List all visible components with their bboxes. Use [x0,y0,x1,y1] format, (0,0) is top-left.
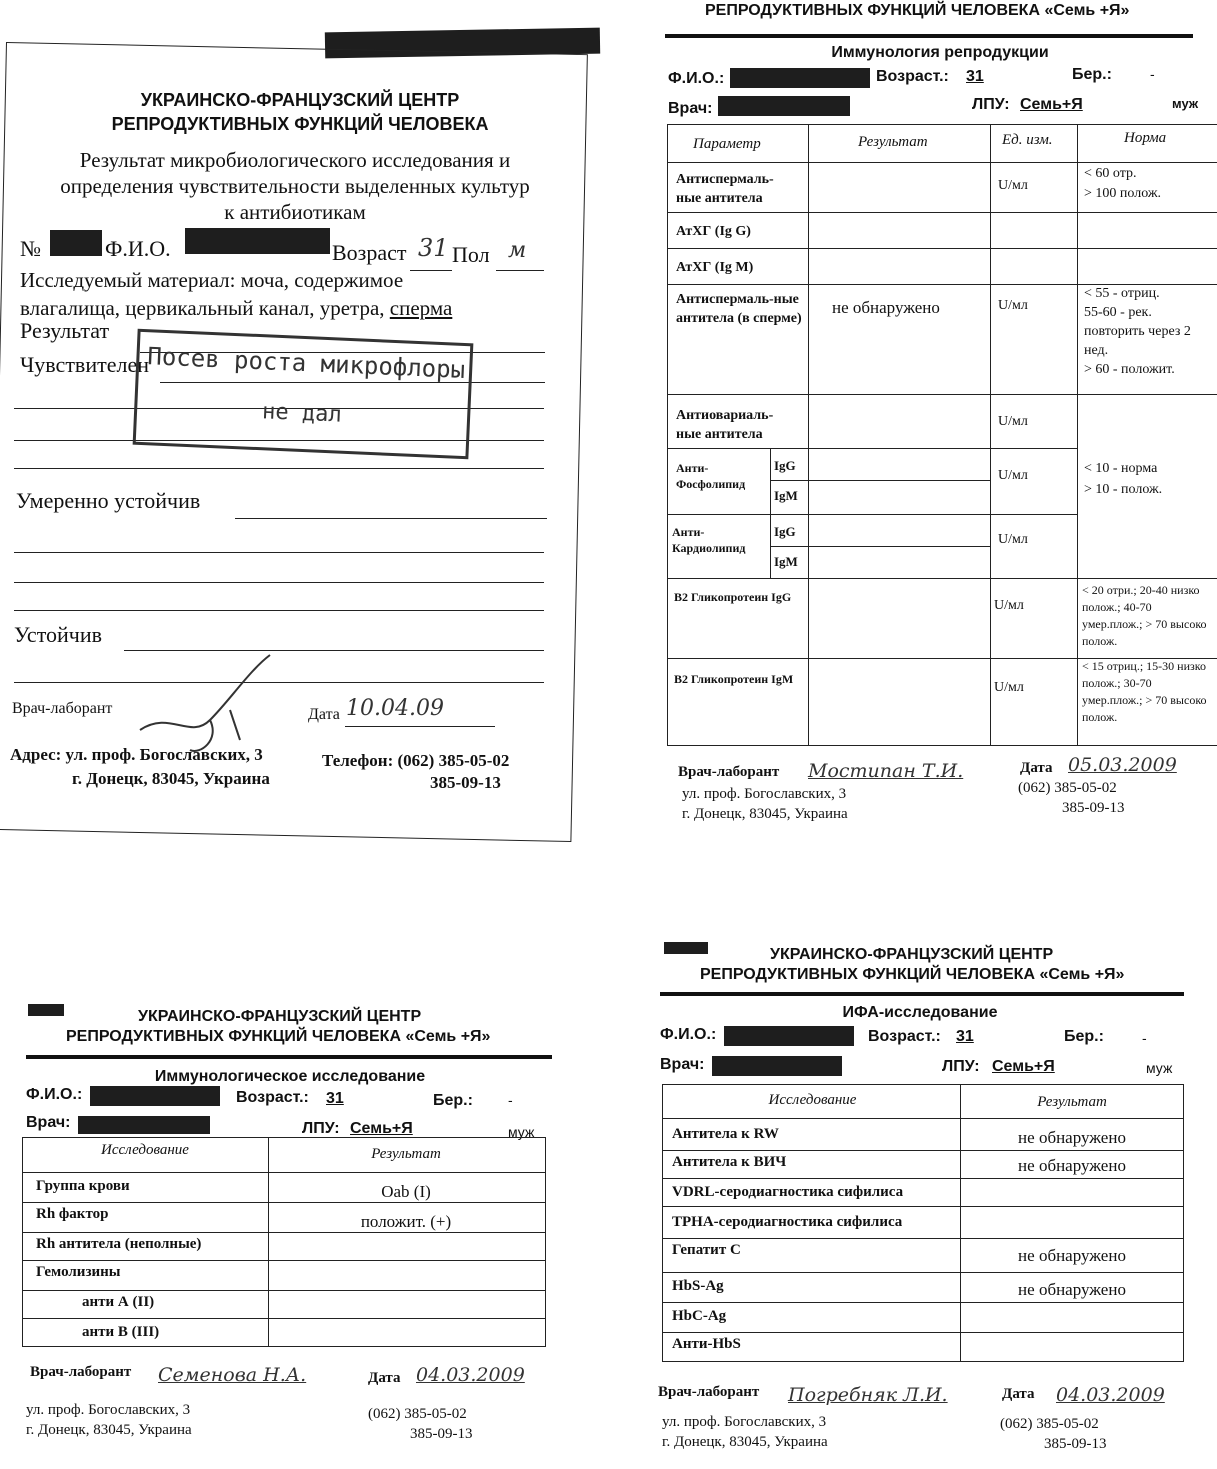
hbs-ag-label: HbS-Ag [672,1278,724,1294]
title: Иммунологическое исследование [154,1068,426,1085]
rw-result: не обнаружено [1018,1128,1126,1147]
redacted-doctor [712,1056,842,1076]
doctor-label: Врач: [660,1056,705,1073]
phone-line1: (062) 385-05-02 [368,1406,467,1422]
title-line2: определения чувствительности выделенных культур [60,174,530,198]
anticardio-igm: IgM [774,554,798,569]
antisperm-unit: U/мл [998,178,1028,193]
doctor-signature [130,650,290,760]
anticardio-label: Анти-Кардиолипид [672,525,746,555]
b2m-unit: U/мл [994,680,1024,695]
sensitive-label: Чувствителен [20,352,149,377]
material-line1: Исследуемый материал: моча, содержимое [20,268,404,292]
sex-value: м [508,238,527,263]
hbs-ag-result: не обнаружено [1018,1280,1126,1299]
redacted-fio [730,68,870,88]
hbc-ag-label: HbC-Ag [672,1308,727,1324]
ifa-row-line-2 [662,1178,1184,1179]
date-value: 10.04.09 [346,696,444,721]
redacted-corner [28,1004,64,1016]
doctor-label: Врач: [26,1114,71,1131]
age-label: Возраст.: [236,1089,309,1106]
b2m-label: В2 Гликопротеин IgM [674,672,794,686]
lpu-label: ЛПУ: [942,1058,980,1075]
result-label: Результат [20,318,110,343]
address-line1: ул. проф. Богославских, 3 [26,1402,191,1418]
address-line2: г. Донецк, 83045, Украина [662,1434,828,1450]
date-line [345,726,495,727]
rw-label: Антитела к RW [672,1126,779,1142]
row-line-0 [667,162,1217,163]
col-header-param: Параметр [693,136,761,152]
age-underline [410,270,452,271]
lpu-label: ЛПУ: [302,1120,340,1137]
doctor-label: Врач: [668,100,713,117]
redacted-number [50,230,102,256]
immuno-col-line [268,1137,269,1347]
title: Иммунология репродукции [831,44,1049,61]
blank-line-5 [14,582,544,583]
ifa-row-line-4 [662,1238,1184,1239]
lab-label: Врач-лаборант [30,1364,132,1380]
immunological-sheet [0,900,600,1469]
sex: муж [508,1124,535,1140]
address-line1: ул. проф. Богославских, 3 [662,1414,827,1430]
antiphospho-igg: IgG [774,458,796,473]
immuno-row-line-0 [22,1172,546,1173]
col-header-result: Результат [1037,1094,1107,1110]
lab-name: Погребняк Л.И. [788,1384,948,1406]
blood-group-result: Oab (I) [381,1182,431,1201]
immuno-row-line-5 [22,1318,546,1319]
col-line-2 [990,124,991,746]
material-line2-text: влагалища, цервикальный канал, уретра, [20,296,385,320]
number-label: № [20,236,41,261]
date-value: 04.03.2009 [416,1364,525,1386]
header-line2: РЕПРОДУКТИВНЫХ ФУНКЦИЙ ЧЕЛОВЕКА «Семь +Я» [700,966,1125,983]
age-label: Возраст.: [876,68,949,85]
preg-value: - [508,1092,513,1108]
address-line1: ул. проф. Богославских, 3 [682,786,847,802]
col-header-norm: Норма [1124,130,1167,146]
header-line2: РЕПРОДУКТИВНЫХ ФУНКЦИЙ ЧЕЛОВЕКА «Семь +Я» [66,1028,491,1045]
age-label: Возраст.: [868,1028,941,1045]
redacted-corner [664,942,708,954]
rh-factor-label: Rh фактор [36,1206,109,1222]
ifa-col-line [960,1084,961,1362]
rh-antibodies-label: Rh антитела (неполные) [36,1236,202,1252]
row-line-1 [667,212,1217,213]
antiovar-unit: U/мл [998,414,1028,429]
center-name-line1: УКРАИНСКО-ФРАНЦУЗСКИЙ ЦЕНТР [140,90,460,110]
sex: муж [1146,1060,1173,1076]
row-line-7 [667,578,1217,579]
hiv-result: не обнаружено [1018,1156,1126,1175]
redacted-fio [724,1026,854,1046]
col-line-1 [808,124,809,746]
lpu-value: Семь+Я [992,1058,1055,1075]
blank-line-3 [14,468,544,469]
date-label: Дата [1002,1386,1035,1402]
phone-line2: 385-09-13 [430,773,501,792]
tpha-label: ТРНА-серодиагностика сифилиса [672,1214,903,1230]
address-line1: Адрес: ул. проф. Богославских, 3 [10,745,263,764]
anticardio-igg: IgG [774,524,796,539]
col-header-study: Исследование [101,1142,189,1158]
doctor-label: Врач-лаборант [12,700,113,717]
header-rule [660,992,1184,996]
col-line-3 [1077,124,1078,746]
antisperm-label: Антиспермаль-ные антитела [676,172,774,206]
preg-value: - [1142,1030,1147,1046]
title-line1: Результат микробиологического исследования и [79,148,511,172]
antisperm-sperm-label: Антиспермаль-ные антитела (в сперме) [676,292,802,326]
fio-label: Ф.И.О.: [26,1086,83,1103]
sex: муж [1172,96,1199,111]
microbiology-sheet [0,20,600,865]
anti-b-label: анти В (III) [82,1324,160,1340]
row-line-2 [667,248,1217,249]
title: ИФА-исследование [842,1004,998,1021]
lab-label: Врач-лаборант [658,1384,760,1400]
vdrl-label: VDRL-серодиагностика сифилиса [672,1184,904,1200]
sex-underline [496,270,544,271]
address-line2: г. Донецк, 83045, Украина [26,1422,192,1438]
immuno-row-line-2 [22,1232,546,1233]
anticardio-unit: U/мл [998,532,1028,547]
antisperm-sperm-norm: < 55 - отриц. 55-60 - рек. повторить через 2 нед. > 60 - положит. [1084,286,1191,377]
col-header-study: Исследование [768,1092,857,1108]
rh-factor-result: положит. (+) [360,1212,452,1231]
lab-label: Врач-лаборант [678,764,780,780]
redacted-doctor [718,96,850,116]
phone-line2: 385-09-13 [1062,800,1125,816]
ifa-row-line-1 [662,1150,1184,1151]
anti-hbs-label: Анти-HbS [672,1336,741,1352]
col-header-result: Результат [858,134,928,150]
hemolysins-label: Гемолизины [36,1264,121,1280]
phone-line2: 385-09-13 [410,1426,473,1442]
hiv-label: Антитела к ВИЧ [672,1154,787,1170]
preg-value: - [1150,66,1155,82]
b2g-norm: < 20 отри.; 20-40 низко полож.; 40-70 умер.плож.; > 70 высоко полож. [1082,583,1207,648]
col-header-result: Результат [371,1146,441,1162]
redacted-doctor [78,1116,210,1134]
material-selected: сперма [389,296,453,320]
stamp-line1: Посев роста микрофлоры [146,342,466,385]
age-label: Возраст [332,240,407,265]
age-value: 31 [326,1090,344,1107]
immuno-row-line-1 [22,1202,546,1203]
ifa-row-line-6 [662,1302,1184,1303]
subcol-line [770,448,771,578]
antisperm-sperm-unit: U/мл [998,298,1028,313]
stamp-line2: не дал [261,399,343,428]
row-line-6 [667,514,1077,515]
ifa-row-line-3 [662,1206,1184,1207]
header-rule [665,34,1193,38]
ifa-row-line-5 [662,1272,1184,1273]
date-value: 04.03.2009 [1056,1384,1165,1406]
age-value: 31 [418,234,449,262]
date-label: Дата [1020,760,1053,776]
phone-line2: 385-09-13 [1044,1436,1107,1452]
lab-name: Семенова Н.А. [158,1364,307,1386]
lab-name: Мостипан Т.И. [808,760,964,782]
athg-g-label: АтХГ (Ig G) [676,224,751,239]
row-line-5b [770,480,990,481]
redacted-fio [90,1086,220,1106]
antiphospho-label: Анти-Фосфолипид [676,461,746,491]
antisperm-sperm-result: не обнаружено [832,298,940,317]
antiphospho-igm: IgM [774,488,798,503]
b2m-norm: < 15 отриц.; 15-30 низко полож.; 30-70 умер.плож.; > 70 высоко полож. [1082,659,1207,724]
ifa-row-line-7 [662,1332,1184,1333]
age-value: 31 [966,68,984,85]
immuno-row-line-4 [22,1290,546,1291]
col-header-unit: Ед. изм. [1002,132,1053,148]
redacted-fio [185,228,330,254]
title-line3: к антибиотикам [224,200,366,224]
immunology-reproduction-sheet [640,0,1217,860]
header-line2: РЕПРОДУКТИВНЫХ ФУНКЦИЙ ЧЕЛОВЕКА «Семь +Я» [705,2,1130,19]
date-label: Дата [368,1370,401,1386]
phone-line1: (062) 385-05-02 [1018,780,1117,796]
hepatitis-c-result: не обнаружено [1018,1246,1126,1265]
blank-line-4 [14,552,544,553]
header-line1: УКРАИНСКО-ФРАНЦУЗСКИЙ ЦЕНТР [770,946,1054,963]
hepatitis-c-label: Гепатит С [672,1242,741,1258]
date-label: Дата [308,706,340,723]
row-line-6b [770,546,990,547]
row-line-4 [667,394,1217,395]
ifa-sheet [630,900,1217,1469]
preg-label: Бер.: [1064,1028,1104,1045]
lpu-value: Семь+Я [350,1120,413,1137]
date-value: 05.03.2009 [1068,754,1177,776]
header-line1: УКРАИНСКО-ФРАНЦУЗСКИЙ ЦЕНТР [138,1008,422,1025]
antiovar-label: Антиовариаль-ные антитела [676,408,774,442]
row-line-5 [667,448,1077,449]
center-name-line2: РЕПРОДУКТИВНЫХ ФУНКЦИЙ ЧЕЛОВЕКА [111,114,489,134]
lpu-value: Семь+Я [1020,96,1083,113]
b2g-label: В2 Гликопротеин IgG [674,590,792,604]
antisperm-norm: < 60 отр. > 100 полож. [1084,166,1162,201]
phone-line1: Телефон: (062) 385-05-02 [322,751,510,770]
fio-label: Ф.И.О. [105,236,171,261]
moderate-label: Умеренно устойчив [16,488,201,513]
address-line2: г. Донецк, 83045, Украина [72,769,270,788]
immuno-row-line-3 [22,1260,546,1261]
antiphospho-unit: U/мл [998,468,1028,483]
blood-group-label: Группа крови [36,1178,130,1194]
phone-line1: (062) 385-05-02 [1000,1416,1099,1432]
b2g-unit: U/мл [994,598,1024,613]
anti-a-label: анти А (II) [82,1294,155,1310]
ifa-row-line-0 [662,1118,1184,1119]
preg-label: Бер.: [1072,66,1112,83]
group-norm: < 10 - норма > 10 - полож. [1084,461,1163,497]
moderate-line [235,518,547,519]
athg-m-label: АтХГ (Ig M) [676,260,754,275]
blank-line-6 [14,610,544,611]
header-rule [26,1055,552,1059]
sex-label: Пол [452,242,490,267]
address-line2: г. Донецк, 83045, Украина [682,806,848,822]
preg-label: Бер.: [433,1092,473,1109]
fio-label: Ф.И.О.: [668,70,725,87]
age-value: 31 [956,1028,974,1045]
fio-label: Ф.И.О.: [660,1026,717,1043]
resistant-label: Устойчив [14,622,103,647]
lpu-label: ЛПУ: [972,96,1010,113]
no-growth-stamp [133,329,474,460]
